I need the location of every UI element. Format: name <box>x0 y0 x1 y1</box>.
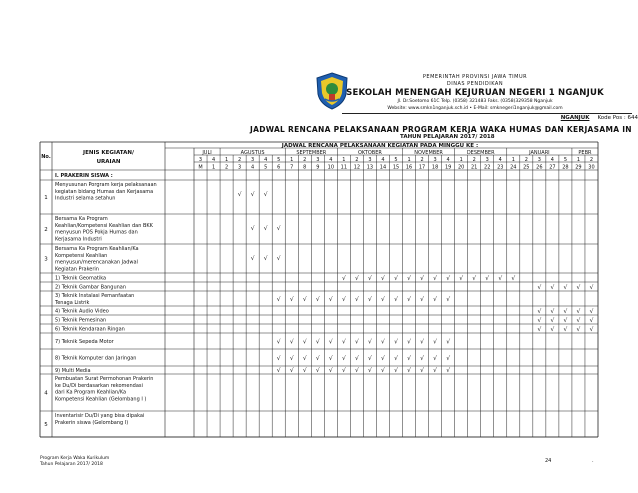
check-mark: √ <box>394 296 398 303</box>
check-mark: √ <box>433 338 438 346</box>
check-mark: √ <box>563 326 568 333</box>
week-label: 4 <box>446 157 450 163</box>
check-mark: √ <box>302 338 307 346</box>
week-label: 1 <box>290 157 294 163</box>
week-number: M <box>198 164 203 171</box>
activity-text: Pembuatan Surat Permohonan Prakerin <box>55 376 154 382</box>
week-number: 16 <box>405 164 413 171</box>
check-mark: √ <box>341 367 346 374</box>
check-mark: √ <box>341 338 346 346</box>
check-mark: √ <box>446 367 451 374</box>
week-number: 26 <box>536 164 543 171</box>
col-jenis-header: URAIAN <box>96 159 121 165</box>
check-mark: √ <box>576 326 581 333</box>
check-mark: √ <box>354 355 359 362</box>
check-mark: √ <box>537 326 542 333</box>
check-mark: √ <box>289 355 294 362</box>
week-number: 3 <box>238 164 242 171</box>
check-mark: √ <box>368 367 372 374</box>
month-label: AGUSTUS <box>240 150 265 156</box>
week-number: 10 <box>327 164 335 171</box>
activity-text: 9) Multi Media <box>55 368 91 374</box>
week-label: 1 <box>224 157 229 163</box>
check-mark: √ <box>589 326 594 333</box>
week-label: 3 <box>316 157 320 163</box>
row-number: 4 <box>44 390 48 397</box>
check-mark: √ <box>433 275 438 282</box>
check-mark: √ <box>354 296 359 303</box>
check-mark: √ <box>407 367 411 374</box>
week-number: 12 <box>353 164 361 171</box>
check-mark: √ <box>589 308 594 315</box>
check-mark: √ <box>368 275 372 282</box>
month-label: OKTOBER <box>357 150 382 156</box>
check-mark: √ <box>589 317 594 324</box>
check-mark: √ <box>315 367 320 374</box>
check-mark: √ <box>328 338 333 346</box>
check-mark: √ <box>394 275 398 282</box>
check-mark: √ <box>328 355 333 362</box>
check-mark: √ <box>315 355 320 362</box>
check-mark: √ <box>341 296 346 303</box>
activity-text: dari Ka Program Keahlian/Ka <box>55 389 127 396</box>
check-mark: √ <box>498 275 503 282</box>
week-number: 19 <box>444 164 452 171</box>
footer-left <box>40 456 109 468</box>
check-mark: √ <box>446 275 451 282</box>
week-label: 5 <box>563 157 568 163</box>
check-mark: √ <box>550 284 555 291</box>
check-mark: √ <box>276 255 281 262</box>
check-mark: √ <box>302 355 307 362</box>
row-number: 1 <box>44 195 48 201</box>
activity-text: Bersama Ka Program Keahlian/Ka <box>55 246 139 252</box>
footer-page-number: 24 <box>545 458 552 464</box>
week-label: 4 <box>264 157 268 163</box>
check-mark: √ <box>315 296 320 303</box>
check-mark: √ <box>472 275 477 282</box>
month-label: JANUARI <box>529 150 550 156</box>
week-label: 4 <box>381 157 385 163</box>
activity-text: Kerjasama Industri <box>55 236 102 243</box>
week-label: 2 <box>589 157 594 163</box>
activity-text: Prakerin siswa (Gelombang I) <box>55 419 129 426</box>
check-mark: √ <box>420 355 424 362</box>
check-mark: √ <box>315 338 320 346</box>
week-number: 25 <box>523 164 530 171</box>
check-mark: √ <box>368 338 372 346</box>
check-mark: √ <box>446 338 451 346</box>
check-mark: √ <box>381 275 385 282</box>
week-number: 11 <box>340 164 348 171</box>
check-mark: √ <box>289 338 294 346</box>
check-mark: √ <box>394 338 398 346</box>
check-mark: √ <box>407 338 411 346</box>
check-mark: √ <box>250 191 255 198</box>
check-mark: √ <box>394 367 398 374</box>
activity-text: 3) Teknik Instalasi Pemanfaatan <box>55 293 135 299</box>
week-number: 15 <box>392 164 400 171</box>
header-city: NGANJUK <box>560 115 590 121</box>
check-mark: √ <box>420 275 424 282</box>
check-mark: √ <box>563 284 568 291</box>
week-number: 8 <box>303 164 307 171</box>
check-mark: √ <box>459 275 464 282</box>
check-mark: √ <box>276 355 281 362</box>
check-mark: √ <box>328 367 333 374</box>
check-mark: √ <box>537 284 542 291</box>
check-mark: √ <box>446 355 451 362</box>
check-mark: √ <box>511 275 516 282</box>
check-mark: √ <box>276 367 281 374</box>
check-mark: √ <box>407 275 411 282</box>
check-mark: √ <box>263 191 268 198</box>
activity-text: 7) Teknik Sepeda Motor <box>55 339 114 345</box>
week-number: 20 <box>457 164 465 171</box>
check-mark: √ <box>354 367 359 374</box>
week-number: 28 <box>562 164 569 171</box>
week-number: 14 <box>379 164 387 171</box>
week-label: 2 <box>472 157 476 163</box>
check-mark: √ <box>263 225 268 232</box>
check-mark: √ <box>576 308 581 315</box>
activity-text: menyusun POS Pokja Humas dan <box>55 229 138 236</box>
week-label: 3 <box>251 157 255 163</box>
activity-text: Kegiatan Prakerin <box>55 266 99 273</box>
header-department-line: DINAS PENDIDIKAN <box>446 81 504 87</box>
week-number: 9 <box>316 164 320 171</box>
week-label: 1 <box>576 157 581 163</box>
month-label: SEPTEMBER <box>296 150 327 156</box>
month-label: DESEMBER <box>466 150 495 156</box>
document-title: JADWAL RENCANA PELAKSANAAN PROGRAM KERJA WAKA HUMAS DAN KERJASAMA IN <box>250 125 632 134</box>
week-number: 18 <box>431 164 439 171</box>
week-number: 1 <box>211 164 216 171</box>
check-mark: √ <box>263 255 268 262</box>
week-label: 4 <box>329 157 333 163</box>
week-label: 3 <box>368 157 372 163</box>
week-label: 5 <box>277 157 281 163</box>
check-mark: √ <box>381 338 385 346</box>
check-mark: √ <box>576 284 581 291</box>
check-mark: √ <box>381 296 385 303</box>
week-number: 2 <box>224 164 229 171</box>
week-number: 24 <box>510 164 517 171</box>
check-mark: √ <box>368 355 372 362</box>
week-number: 21 <box>471 164 478 171</box>
week-number: 7 <box>290 164 294 171</box>
check-mark: √ <box>446 296 451 303</box>
week-number: 13 <box>366 164 374 171</box>
week-label: 4 <box>498 157 502 163</box>
check-mark: √ <box>381 355 385 362</box>
check-mark: √ <box>420 296 424 303</box>
activity-text: 1) Teknik Geomatika <box>55 275 107 282</box>
week-label: 1 <box>459 157 463 163</box>
check-mark: √ <box>550 308 555 315</box>
week-label: 2 <box>355 157 359 163</box>
activity-text: Kompetensi Keahlian <box>55 252 108 259</box>
month-label: JULI <box>202 150 212 156</box>
activity-text: Industri selama setahun <box>55 195 116 202</box>
activity-text: Kompetensi Keahlian (Gelombang I ) <box>55 396 147 403</box>
week-label: 1 <box>342 157 346 163</box>
activity-text: kegiatan bidang Humas dan Kerjasama <box>55 188 154 195</box>
week-label: 3 <box>198 157 203 163</box>
check-mark: √ <box>420 338 424 346</box>
check-mark: √ <box>537 308 542 315</box>
check-mark: √ <box>250 225 255 232</box>
week-number: 4 <box>251 164 255 171</box>
week-label: 2 <box>238 157 242 163</box>
check-mark: √ <box>302 296 307 303</box>
col-no-header: No. <box>41 154 51 160</box>
week-number: 5 <box>264 164 268 171</box>
schedule-title: JADWAL RENCANA PELAKSANAAN KEGIATAN PADA MINGGU KE : <box>281 143 479 149</box>
week-label: 4 <box>211 157 216 163</box>
week-label: 4 <box>550 157 554 163</box>
week-number: 29 <box>575 164 582 171</box>
activity-text: 2) Teknik Gambar Bangunan <box>55 284 127 291</box>
activity-text: Inventarisir Du/Di yang bisa dipakai <box>55 413 145 419</box>
header-address: Jl. Dr.Soetomo 61C Telp. (0358) 321483 Faks. (0358)329358 Nganjuk <box>397 99 553 104</box>
activity-text: 4) Teknik Audio Video <box>55 308 109 315</box>
activity-text: Menyusunan Porgram kerja pelaksanaan <box>55 182 157 188</box>
check-mark: √ <box>354 275 359 282</box>
activity-text: Keahlian/Kompetensi Keahlian dan BKK <box>55 222 153 229</box>
check-mark: √ <box>276 338 281 346</box>
check-mark: √ <box>368 296 372 303</box>
week-label: 5 <box>394 157 398 163</box>
header-school-name: SEKOLAH MENENGAH KEJURUAN NEGERI 1 NGANJUK <box>346 88 604 98</box>
check-mark: √ <box>563 317 568 324</box>
check-mark: √ <box>302 367 307 374</box>
check-mark: √ <box>237 191 242 198</box>
week-number: 6 <box>277 164 281 171</box>
check-mark: √ <box>550 326 555 333</box>
check-mark: √ <box>394 355 398 362</box>
footer-dot: . <box>592 458 594 464</box>
month-label: PEBR <box>578 150 592 156</box>
row-number: 5 <box>44 422 48 428</box>
week-label: 2 <box>420 157 424 163</box>
header-website: Website: www.smkn1nganjuk.sch.id • E-Mail: smknegeri1nganjuk@gmail.com <box>387 106 563 111</box>
activity-text: Bersama Ka Program <box>55 216 108 222</box>
activity-text: ke Du/Di berdasarkan rekomendasi <box>55 382 143 389</box>
check-mark: √ <box>563 308 568 315</box>
week-label: 1 <box>511 157 515 163</box>
month-label: NOVEMBER <box>414 150 443 156</box>
check-mark: √ <box>289 367 294 374</box>
check-mark: √ <box>433 367 438 374</box>
week-label: 3 <box>537 157 541 163</box>
week-number: 17 <box>418 164 426 171</box>
document-year: TAHUN PELAJARAN 2017/ 2018 <box>400 134 495 140</box>
check-mark: √ <box>550 317 555 324</box>
check-mark: √ <box>276 225 281 232</box>
activity-text: Tenaga Listrik <box>55 299 90 306</box>
header-government-line: PEMERINTAH PROVINSI JAWA TIMUR <box>422 74 528 80</box>
footer-year: Tahun Pelajaran 2017/ 2018 <box>40 462 103 467</box>
check-mark: √ <box>407 355 411 362</box>
week-label: 2 <box>303 157 307 163</box>
check-mark: √ <box>341 275 346 282</box>
check-mark: √ <box>537 317 542 324</box>
row-number: 2 <box>44 227 48 233</box>
check-mark: √ <box>420 367 424 374</box>
week-number: 30 <box>588 164 595 171</box>
check-mark: √ <box>433 296 438 303</box>
check-mark: √ <box>276 296 281 303</box>
week-number: 23 <box>497 164 504 171</box>
activity-text: 6) Teknik Kendaraan Ringan <box>55 326 125 333</box>
check-mark: √ <box>407 296 411 303</box>
week-label: 3 <box>433 157 437 163</box>
footer-program: Program Kerja Waka Kurikulum <box>40 456 110 461</box>
section-title: I. PRAKERIN SISWA : <box>55 173 113 179</box>
check-mark: √ <box>328 296 333 303</box>
row-number: 3 <box>44 256 48 263</box>
check-mark: √ <box>485 275 490 282</box>
check-mark: √ <box>354 338 359 346</box>
activity-text: menyusun/merencanakan Jadwal <box>55 259 138 266</box>
week-label: 3 <box>485 157 489 163</box>
col-jenis-header: JENIS KEGIATAN/ <box>83 150 134 156</box>
activity-text: 8) Teknik Komputer dan Jaringan <box>55 355 137 362</box>
check-mark: √ <box>576 317 581 324</box>
week-label: 2 <box>524 157 528 163</box>
check-mark: √ <box>589 284 594 291</box>
check-mark: √ <box>289 296 294 303</box>
activity-text: 5) Teknik Pemesinan <box>55 317 107 324</box>
week-label: 1 <box>407 157 411 163</box>
week-number: 27 <box>549 164 556 171</box>
check-mark: √ <box>381 367 385 374</box>
check-mark: √ <box>433 355 438 362</box>
check-mark: √ <box>341 355 346 362</box>
week-number: 22 <box>484 164 491 171</box>
check-mark: √ <box>250 255 255 262</box>
header-postal-code: Kode Pos : 644 <box>597 115 638 121</box>
